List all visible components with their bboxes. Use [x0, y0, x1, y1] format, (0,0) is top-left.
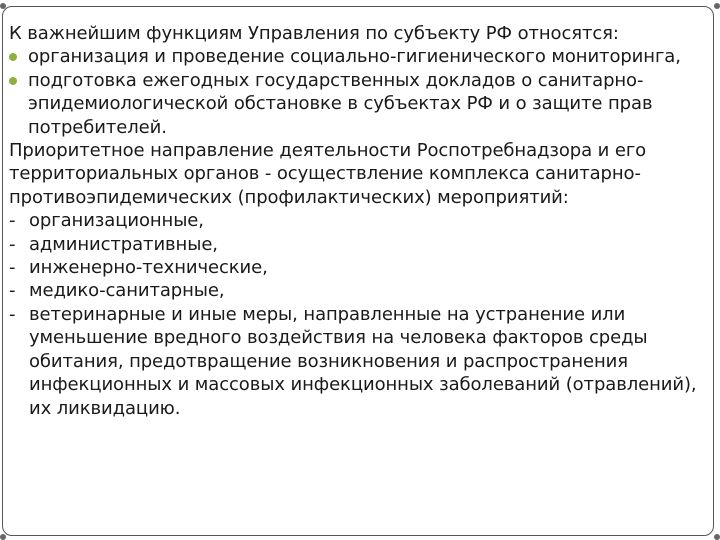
bullet-dot-icon [9, 77, 17, 85]
bullet-item [9, 45, 707, 68]
corner-dot-bottom-right [714, 534, 720, 540]
dash-list-item [9, 209, 707, 232]
bullet-item-text: организация и проведение социально-гигиенического мониторинга, [28, 46, 681, 68]
dash-list-item [9, 279, 707, 302]
dash-marker: - [9, 280, 16, 302]
dash-item-text: административные, [29, 233, 218, 255]
dash-marker: - [9, 233, 16, 255]
dash-item-text: медико-санитарные, [29, 280, 225, 302]
bullet-item [9, 69, 707, 139]
corner-dot-top-left [0, 3, 6, 9]
dash-item-text: ветеринарные и иные меры, направленные на устранение или уменьшение вредного воздействия на человека факторов среды обитания, предотвращение возникновения и распространения инфекционных и массовых инфекционных заболеваний (отравлений), их ликвидацию. [29, 303, 697, 419]
intro-text: К важнейшим функциям Управления по субъекту РФ относятся: [9, 23, 619, 44]
bullet-dot-icon [9, 53, 17, 61]
dash-marker: - [9, 303, 16, 325]
dash-marker: - [9, 257, 16, 279]
dash-item-text: инженерно-технические, [29, 257, 268, 279]
dash-list-item [9, 233, 707, 256]
priority-paragraph: Приоритетное направление деятельности Роспотребнадзора и его территориальных органов - осуществление комплекса санитарно-противоэпидемических (профилактических) мероприятий: [9, 140, 647, 208]
bullet-item-text: подготовка ежегодных государственных докладов о санитарно-эпидемиологической обстановке в субъектах РФ и о защите прав потребителей. [28, 69, 653, 138]
corner-dot-bottom-left [0, 534, 6, 540]
dash-list-item [9, 303, 707, 420]
dash-marker: - [9, 210, 16, 232]
dash-list-item [9, 256, 707, 279]
slide-body [9, 22, 707, 420]
dash-item-text: организационные, [29, 210, 204, 232]
corner-dot-top-right [714, 3, 720, 9]
